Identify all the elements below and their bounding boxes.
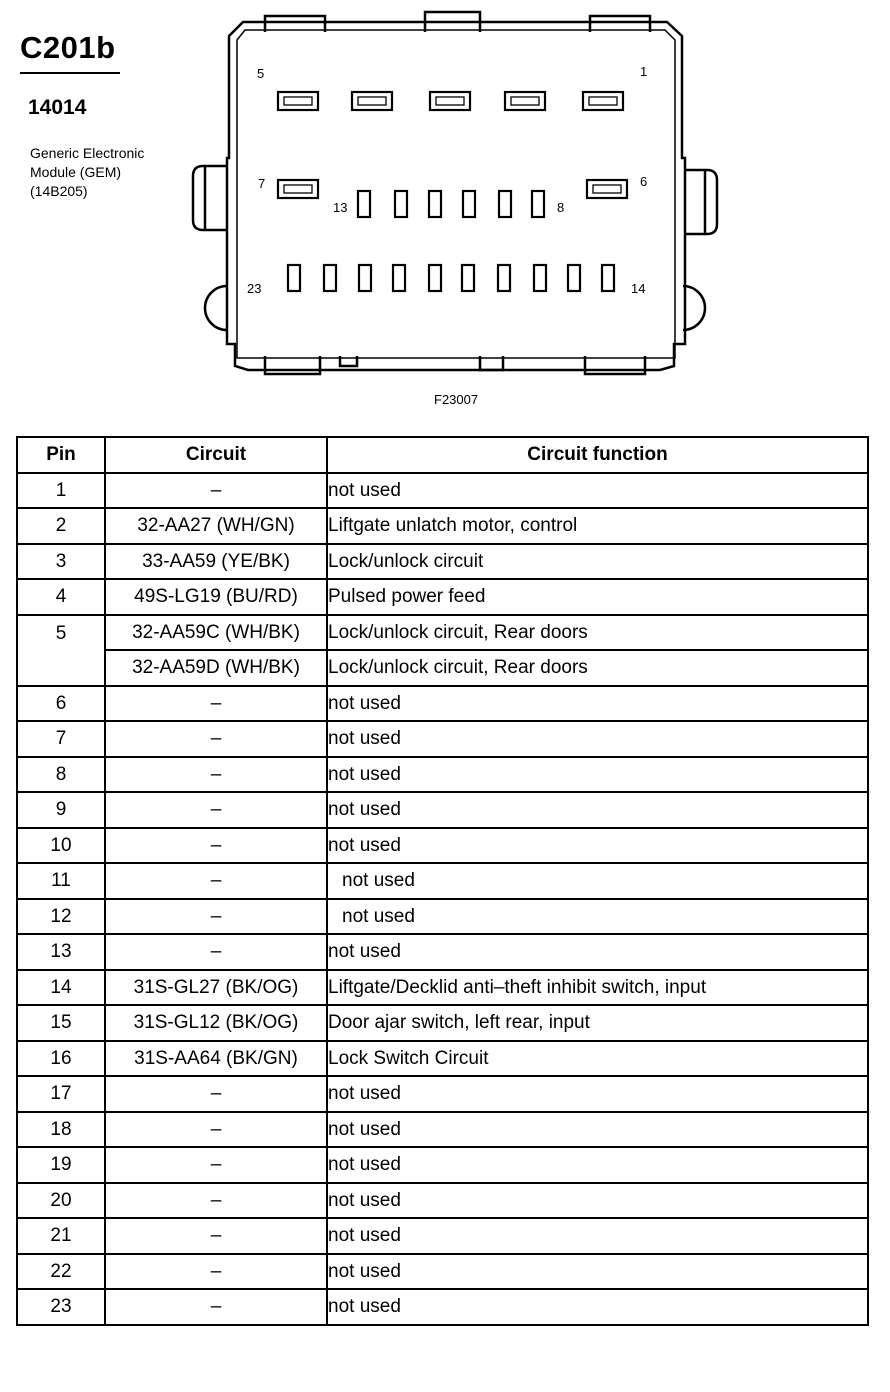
function-cell: Liftgate unlatch motor, control bbox=[327, 508, 868, 544]
circuit-cell: – bbox=[105, 828, 327, 864]
pin-cell: 12 bbox=[17, 899, 105, 935]
table-row bbox=[17, 1183, 868, 1219]
pin-cell: 1 bbox=[17, 473, 105, 509]
header-pin: Pin bbox=[17, 437, 105, 473]
table-row bbox=[17, 863, 868, 899]
circuit-cell: 31S-GL27 (BK/OG) bbox=[105, 970, 327, 1006]
terminal-pin-15 bbox=[568, 265, 580, 291]
terminal-pin-8 bbox=[532, 191, 544, 217]
circuit-cell: 32-AA59D (WH/BK) bbox=[105, 650, 327, 686]
side-tab-left bbox=[193, 166, 227, 230]
pin-label: 14 bbox=[631, 281, 646, 296]
circuit-cell: 49S-LG19 (BU/RD) bbox=[105, 579, 327, 615]
circuit-cell: 32-AA59C (WH/BK) bbox=[105, 615, 327, 651]
table-row bbox=[17, 1254, 868, 1290]
table-row bbox=[17, 579, 868, 615]
circuit-cell: 32-AA27 (WH/GN) bbox=[105, 508, 327, 544]
terminal-pin-21 bbox=[359, 265, 371, 291]
pin-cell: 3 bbox=[17, 544, 105, 580]
function-cell: not used bbox=[327, 934, 868, 970]
table-row bbox=[17, 792, 868, 828]
circuit-cell: – bbox=[105, 1289, 327, 1325]
function-cell: not used bbox=[327, 1076, 868, 1112]
table-row bbox=[17, 1147, 868, 1183]
header-function: Circuit function bbox=[327, 437, 868, 473]
table-row bbox=[17, 1005, 868, 1041]
circuit-cell: – bbox=[105, 1254, 327, 1290]
side-bump-right bbox=[683, 286, 705, 330]
table-row bbox=[17, 899, 868, 935]
circuit-cell: – bbox=[105, 1112, 327, 1148]
pin-cell: 7 bbox=[17, 721, 105, 757]
description-line: Generic Electronic bbox=[30, 145, 145, 161]
function-cell: not used bbox=[327, 1112, 868, 1148]
terminal-pin-14 bbox=[602, 265, 614, 291]
function-cell: Pulsed power feed bbox=[327, 579, 868, 615]
function-cell: not used bbox=[327, 473, 868, 509]
circuit-cell: – bbox=[105, 792, 327, 828]
function-cell: not used bbox=[327, 828, 868, 864]
table-row bbox=[17, 686, 868, 722]
table-row bbox=[17, 1218, 868, 1254]
connector-id: C201b bbox=[20, 30, 116, 65]
pin-cell: 21 bbox=[17, 1218, 105, 1254]
terminal-pin-23 bbox=[288, 265, 300, 291]
pin-cell: 14 bbox=[17, 970, 105, 1006]
function-cell: not used bbox=[327, 1289, 868, 1325]
function-cell: not used bbox=[327, 721, 868, 757]
module-description bbox=[30, 144, 144, 201]
function-cell: Lock/unlock circuit, Rear doors bbox=[327, 650, 868, 686]
table-row bbox=[17, 934, 868, 970]
pin-cell: 16 bbox=[17, 1041, 105, 1077]
circuit-cell: 31S-AA64 (BK/GN) bbox=[105, 1041, 327, 1077]
terminal-pin-18 bbox=[462, 265, 474, 291]
circuit-cell: – bbox=[105, 1076, 327, 1112]
table-row bbox=[17, 544, 868, 580]
circuit-cell: 33-AA59 (YE/BK) bbox=[105, 544, 327, 580]
circuit-cell: – bbox=[105, 863, 327, 899]
function-cell: Lock/unlock circuit, Rear doors bbox=[327, 615, 868, 651]
pin-label: 7 bbox=[258, 176, 266, 191]
table-row bbox=[17, 970, 868, 1006]
pin-cell: 2 bbox=[17, 508, 105, 544]
function-cell: not used bbox=[327, 757, 868, 793]
table-row bbox=[17, 1289, 868, 1325]
connector-body bbox=[227, 22, 685, 370]
table-header-row bbox=[17, 437, 868, 473]
table-row bbox=[17, 757, 868, 793]
function-cell: Lock/unlock circuit bbox=[327, 544, 868, 580]
title-underline bbox=[20, 72, 120, 74]
pin-cell: 23 bbox=[17, 1289, 105, 1325]
pin-cell: 20 bbox=[17, 1183, 105, 1219]
circuit-cell: – bbox=[105, 686, 327, 722]
terminal-pin-12 bbox=[395, 191, 407, 217]
pin-cell: 17 bbox=[17, 1076, 105, 1112]
pin-cell: 8 bbox=[17, 757, 105, 793]
table-row bbox=[17, 473, 868, 509]
pin-cell: 6 bbox=[17, 686, 105, 722]
terminal-pin-19 bbox=[429, 265, 441, 291]
figure-code: F23007 bbox=[434, 392, 479, 407]
function-cell: not used bbox=[327, 1147, 868, 1183]
pin-label: 13 bbox=[333, 200, 348, 215]
function-cell: not used bbox=[327, 686, 868, 722]
circuit-cell: – bbox=[105, 1218, 327, 1254]
terminal-pin-17 bbox=[498, 265, 510, 291]
pinout-table bbox=[16, 436, 869, 1326]
terminal-pin-20 bbox=[393, 265, 405, 291]
pin-label: 8 bbox=[557, 200, 565, 215]
pin-cell: 15 bbox=[17, 1005, 105, 1041]
side-tab-right bbox=[685, 170, 717, 234]
pin-cell: 4 bbox=[17, 579, 105, 615]
function-cell: not used bbox=[327, 1218, 868, 1254]
pin-cell: 9 bbox=[17, 792, 105, 828]
pin-cell: 5 bbox=[17, 615, 105, 686]
table-row bbox=[17, 615, 868, 651]
circuit-cell: – bbox=[105, 757, 327, 793]
function-cell: not used bbox=[327, 1183, 868, 1219]
pin-cell: 13 bbox=[17, 934, 105, 970]
pin-cell: 19 bbox=[17, 1147, 105, 1183]
part-number: 14014 bbox=[28, 96, 87, 119]
pin-cell: 22 bbox=[17, 1254, 105, 1290]
pin-label: 5 bbox=[257, 66, 265, 81]
terminal-pin-10 bbox=[463, 191, 475, 217]
pin-cell: 11 bbox=[17, 863, 105, 899]
terminal-pin-22 bbox=[324, 265, 336, 291]
circuit-cell: 31S-GL12 (BK/OG) bbox=[105, 1005, 327, 1041]
pin-cell: 18 bbox=[17, 1112, 105, 1148]
table-row bbox=[17, 1112, 868, 1148]
function-cell: Liftgate/Decklid anti–theft inhibit switch, input bbox=[327, 970, 868, 1006]
function-cell: not used bbox=[327, 792, 868, 828]
table-row bbox=[17, 1041, 868, 1077]
circuit-cell: – bbox=[105, 721, 327, 757]
function-cell: not used bbox=[327, 1254, 868, 1290]
pin-cell: 10 bbox=[17, 828, 105, 864]
function-cell: not used bbox=[327, 899, 868, 935]
terminal-pin-13 bbox=[358, 191, 370, 217]
function-cell: Door ajar switch, left rear, input bbox=[327, 1005, 868, 1041]
pin-label: 6 bbox=[640, 174, 648, 189]
description-line: Module (GEM) bbox=[30, 164, 122, 180]
description-line: (14B205) bbox=[30, 183, 88, 199]
pin-label: 23 bbox=[247, 281, 262, 296]
circuit-cell: – bbox=[105, 1147, 327, 1183]
function-cell: not used bbox=[327, 863, 868, 899]
connector-face-diagram bbox=[185, 8, 725, 383]
table-row bbox=[17, 1076, 868, 1112]
terminal-pin-9 bbox=[499, 191, 511, 217]
table-row bbox=[17, 721, 868, 757]
function-cell: Lock Switch Circuit bbox=[327, 1041, 868, 1077]
circuit-cell: – bbox=[105, 473, 327, 509]
table-row bbox=[17, 508, 868, 544]
side-bump-left bbox=[205, 286, 227, 330]
circuit-cell: – bbox=[105, 934, 327, 970]
terminal-pin-11 bbox=[429, 191, 441, 217]
table-row bbox=[17, 650, 868, 686]
circuit-cell: – bbox=[105, 1183, 327, 1219]
terminal-pin-16 bbox=[534, 265, 546, 291]
table-row bbox=[17, 828, 868, 864]
pin-label: 1 bbox=[640, 64, 648, 79]
header-circuit: Circuit bbox=[105, 437, 327, 473]
circuit-cell: – bbox=[105, 899, 327, 935]
